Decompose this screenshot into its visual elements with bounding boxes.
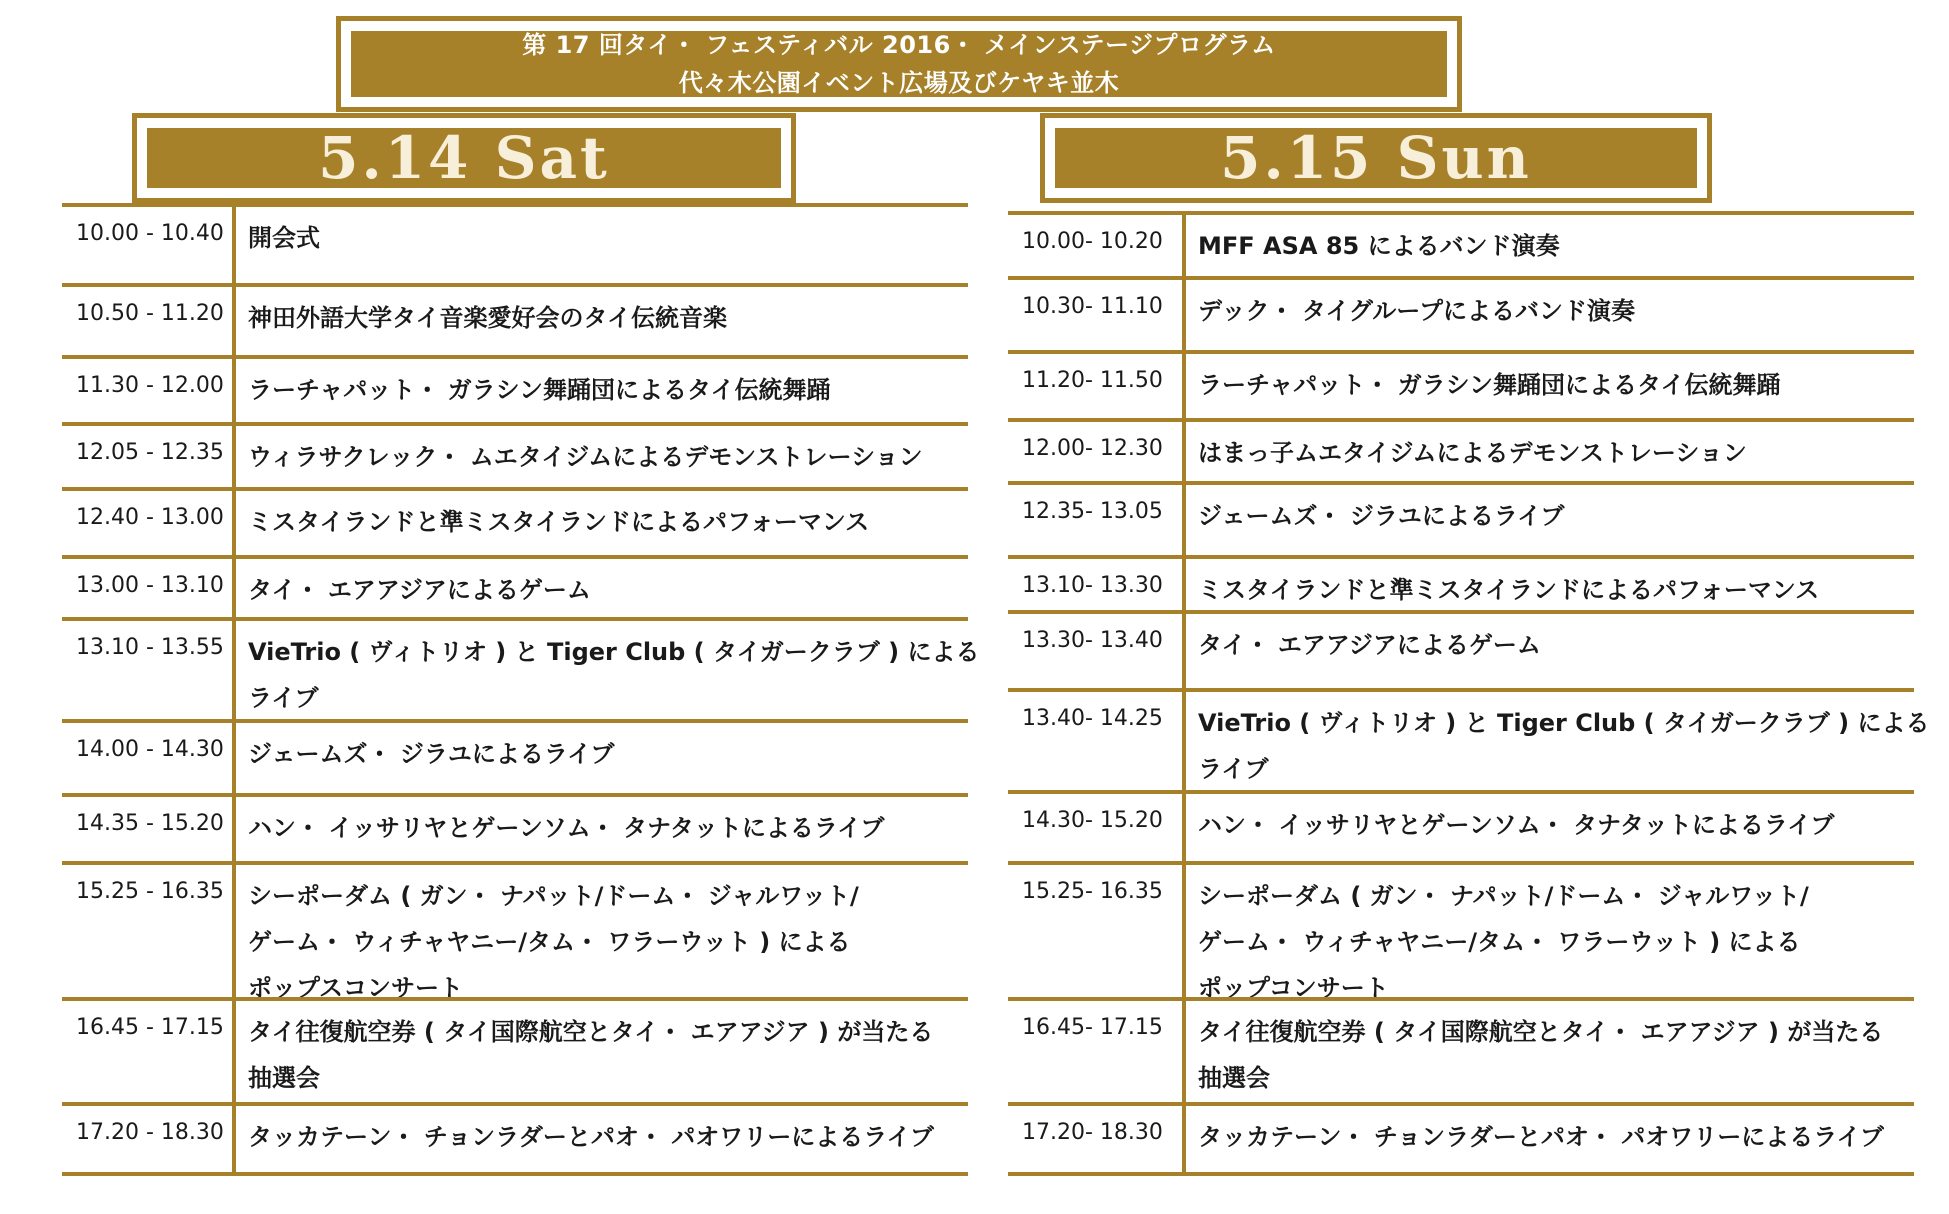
event-line: ジェームズ・ ジラユによるライブ: [1198, 502, 1565, 530]
event-line: タッカテーン・ チョンラダーとパオ・ パオワリーによるライブ: [1198, 1123, 1884, 1151]
event-description: [248, 367, 831, 413]
day-label-sat: 5.14 Sat: [318, 124, 610, 192]
event-line: ウィラサクレック・ ムエタイジムによるデモンストレーション: [248, 443, 923, 471]
column-divider: [1182, 555, 1186, 614]
event-line: ミスタイランドと準ミスタイランドによるパフォーマンス: [1198, 576, 1820, 604]
column-divider: [232, 355, 236, 426]
event-line: 神田外語大学タイ音楽愛好会のタイ伝統音楽: [248, 304, 728, 332]
column-divider: [232, 793, 236, 865]
time-slot: 11.30 - 12.00: [76, 373, 224, 398]
time-slot: 14.00 - 14.30: [76, 737, 224, 762]
event-line: 抽選会: [1198, 1064, 1270, 1092]
event-line: MFF ASA 85 によるバンド演奏: [1198, 232, 1560, 260]
schedule-row: [1008, 350, 1914, 418]
schedule-row: [1008, 997, 1914, 1102]
event-description: [248, 295, 727, 341]
column-divider: [1182, 1102, 1186, 1176]
event-description: [1198, 362, 1781, 408]
column-divider: [232, 617, 236, 723]
time-slot: 10.30- 11.10: [1022, 294, 1163, 319]
time-slot: 14.30- 15.20: [1022, 808, 1163, 833]
column-divider: [232, 555, 236, 621]
time-slot: 13.30- 13.40: [1022, 628, 1163, 653]
venue-subtitle: 代々木公園イベント広場及びケヤキ並木: [678, 69, 1120, 97]
schedule-row: [1008, 211, 1914, 276]
schedule-row: [62, 203, 968, 283]
column-divider: [1182, 211, 1186, 280]
time-slot: 13.10- 13.30: [1022, 573, 1163, 598]
event-line: シーポーダム ( ガン・ ナパット/ドーム・ ジャルワット/: [248, 882, 859, 910]
column-divider: [1182, 350, 1186, 422]
event-line: ゲーム・ ウィチャヤニー/タム・ ワラーウット ) による: [1198, 928, 1801, 956]
event-description: [248, 805, 884, 851]
event-line: シーポーダム ( ガン・ ナパット/ドーム・ ジャルワット/: [1198, 882, 1809, 910]
event-description: [1198, 1009, 1883, 1101]
event-description: [1198, 1114, 1884, 1160]
column-divider: [232, 283, 236, 359]
schedule-sun: [1008, 0, 1930, 1214]
schedule-row: [62, 861, 968, 1002]
schedule-row: [1008, 790, 1914, 861]
event-description: [248, 1009, 933, 1101]
column-divider: [1182, 610, 1186, 692]
event-line: タッカテーン・ チョンラダーとパオ・ パオワリーによるライブ: [248, 1123, 934, 1151]
event-line: ハン・ イッサリヤとゲーンソム・ タナタットによるライブ: [1198, 811, 1835, 839]
program-title: 第 17 回タイ・ フェスティバル 2016・ メインステージプログラム: [522, 31, 1276, 59]
time-slot: 13.00 - 13.10: [76, 573, 224, 598]
event-description: [1198, 567, 1819, 613]
time-slot: 12.40 - 13.00: [76, 505, 224, 530]
column-divider: [1182, 481, 1186, 559]
column-divider: [1182, 276, 1186, 354]
schedule-row: [1008, 861, 1914, 1002]
time-slot: 17.20 - 18.30: [76, 1120, 224, 1145]
event-line: ゲーム・ ウィチャヤニー/タム・ ワラーウット ) による: [248, 928, 851, 956]
event-description: [1198, 802, 1834, 848]
time-slot: 13.10 - 13.55: [76, 635, 224, 660]
event-line: ライブ: [248, 684, 319, 712]
column-divider: [232, 422, 236, 491]
schedule-row: [62, 283, 968, 355]
time-slot: 10.00 - 10.40: [76, 221, 224, 246]
column-divider: [1182, 688, 1186, 794]
event-line: 開会式: [248, 224, 320, 252]
event-line: タイ往復航空券 ( タイ国際航空とタイ・ エアアジア ) が当たる: [248, 1018, 934, 1046]
schedule-row: [62, 355, 968, 422]
schedule-row: [62, 1102, 968, 1176]
time-slot: 10.50 - 11.20: [76, 301, 224, 326]
time-slot: 12.35- 13.05: [1022, 499, 1163, 524]
schedule-row: [1008, 688, 1930, 790]
time-slot: 10.00- 10.20: [1022, 229, 1163, 254]
event-description: [248, 873, 859, 1011]
schedule-row: [1008, 481, 1914, 555]
column-divider: [1182, 790, 1186, 865]
event-description: [248, 434, 923, 480]
schedule-row: [62, 555, 968, 617]
event-description: [248, 629, 980, 721]
column-divider: [232, 719, 236, 797]
event-line: ポップコンサート: [1198, 974, 1389, 1002]
column-divider: [1182, 997, 1186, 1106]
event-line: タイ・ エアアジアによるゲーム: [1198, 631, 1541, 659]
event-description: [248, 567, 591, 613]
event-description: [1198, 873, 1809, 1011]
time-slot: 17.20- 18.30: [1022, 1120, 1163, 1145]
event-description: [1198, 700, 1930, 792]
schedule-row: [1008, 276, 1914, 350]
event-line: VieTrio ( ヴィトリオ ) と Tiger Club ( タイガークラブ ) による: [248, 638, 980, 666]
event-line: ポップスコンサート: [248, 974, 464, 1002]
event-description: [1198, 622, 1541, 668]
schedule-row: [62, 793, 968, 861]
column-divider: [1182, 861, 1186, 1001]
time-slot: 16.45- 17.15: [1022, 1015, 1163, 1040]
time-slot: 11.20- 11.50: [1022, 368, 1163, 393]
event-description: [248, 215, 320, 261]
event-description: [248, 1114, 934, 1160]
schedule-row: [1008, 610, 1914, 688]
schedule-row: [1008, 555, 1914, 610]
column-divider: [232, 203, 236, 287]
event-line: ジェームズ・ ジラユによるライブ: [248, 740, 615, 768]
event-description: [1198, 430, 1747, 476]
event-line: はまっ子ムエタイジムによるデモンストレーション: [1198, 439, 1747, 467]
schedule-row: [1008, 418, 1914, 481]
time-slot: 12.05 - 12.35: [76, 440, 224, 465]
day-label-sun: 5.15 Sun: [1220, 124, 1532, 192]
time-slot: 15.25 - 16.35: [76, 879, 224, 904]
schedule-row: [62, 719, 968, 793]
event-line: 抽選会: [248, 1064, 320, 1092]
schedule-sat: [62, 0, 980, 1214]
event-line: タイ往復航空券 ( タイ国際航空とタイ・ エアアジア ) が当たる: [1198, 1018, 1884, 1046]
column-divider: [232, 1102, 236, 1176]
time-slot: 16.45 - 17.15: [76, 1015, 224, 1040]
column-divider: [232, 487, 236, 559]
schedule-row: [62, 617, 980, 719]
event-description: [248, 731, 614, 777]
event-line: ラーチャパット・ ガラシン舞踊団によるタイ伝統舞踊: [1198, 371, 1781, 399]
event-line: ライブ: [1198, 755, 1269, 783]
column-divider: [232, 997, 236, 1106]
event-line: VieTrio ( ヴィトリオ ) と Tiger Club ( タイガークラブ ) による: [1198, 709, 1930, 737]
event-line: ミスタイランドと準ミスタイランドによるパフォーマンス: [248, 508, 870, 536]
schedule-row: [62, 997, 968, 1102]
event-description: [1198, 493, 1564, 539]
event-line: ラーチャパット・ ガラシン舞踊団によるタイ伝統舞踊: [248, 376, 831, 404]
schedule-row: [1008, 1102, 1914, 1176]
event-line: ハン・ イッサリヤとゲーンソム・ タナタットによるライブ: [248, 814, 885, 842]
column-divider: [1182, 418, 1186, 485]
time-slot: 12.00- 12.30: [1022, 436, 1163, 461]
time-slot: 14.35 - 15.20: [76, 811, 224, 836]
event-description: [248, 499, 869, 545]
time-slot: 15.25- 16.35: [1022, 879, 1163, 904]
event-line: タイ・ エアアジアによるゲーム: [248, 576, 591, 604]
event-line: デック・ タイグループによるバンド演奏: [1198, 297, 1635, 325]
schedule-row: [62, 487, 968, 555]
schedule-row: [62, 422, 968, 487]
event-description: [1198, 288, 1635, 334]
time-slot: 13.40- 14.25: [1022, 706, 1163, 731]
event-description: [1198, 223, 1560, 269]
column-divider: [232, 861, 236, 1001]
